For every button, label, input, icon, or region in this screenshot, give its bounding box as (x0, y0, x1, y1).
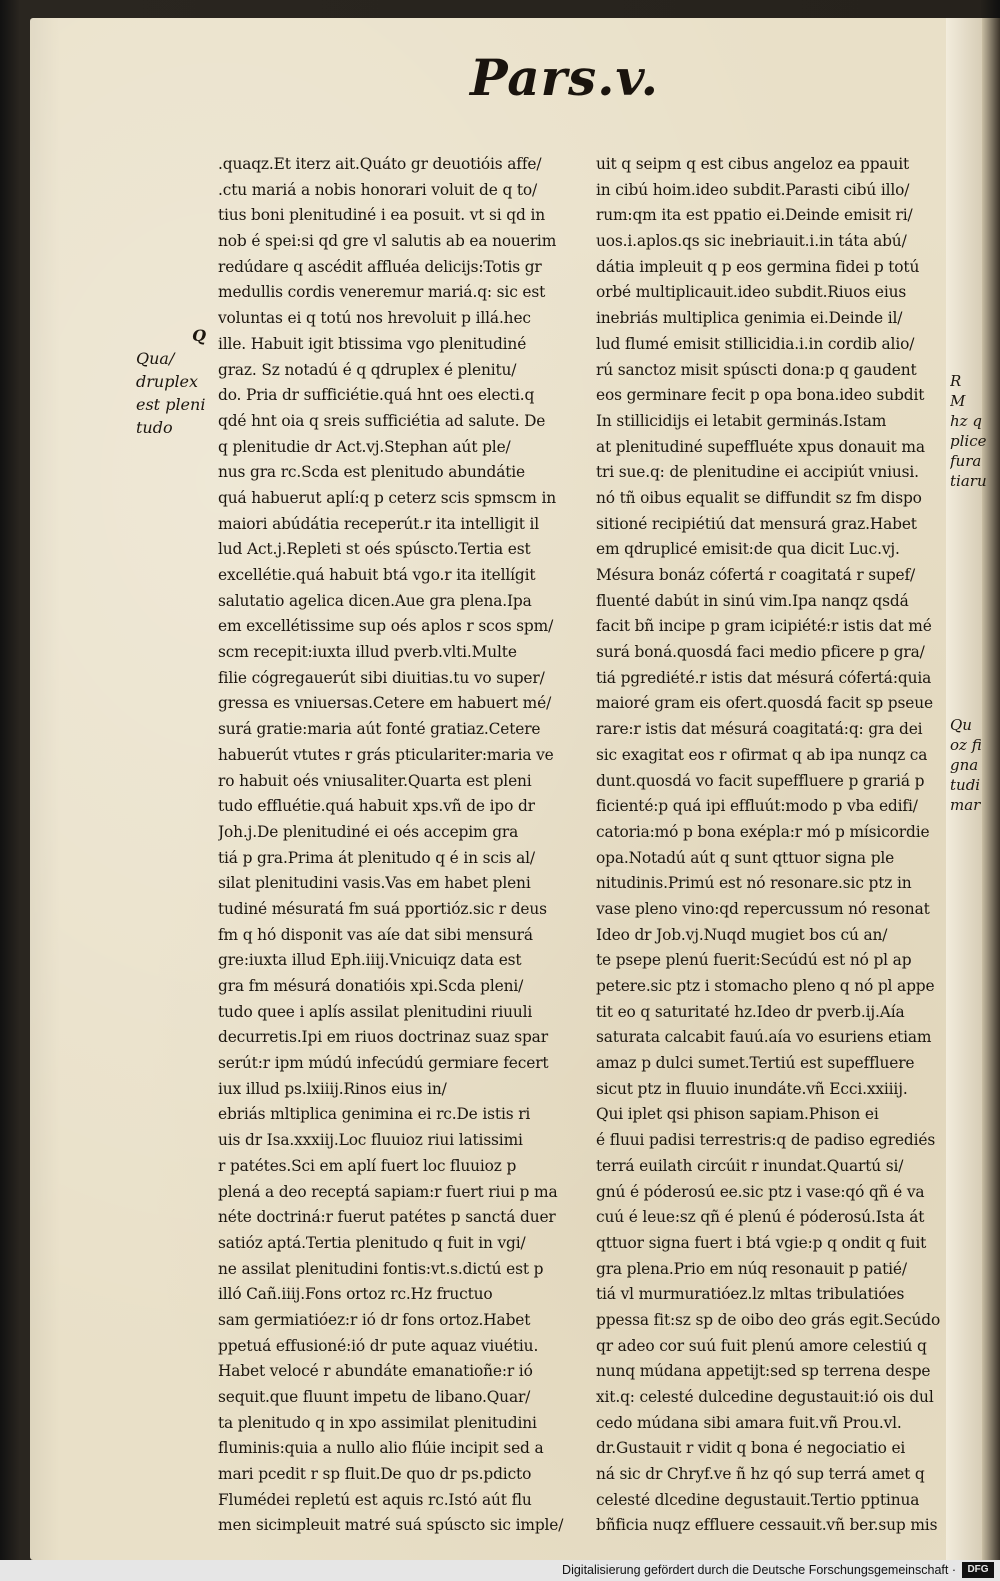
text-line: tit eo q saturitaté hz.Ideo dr pverb.ij.Aía (596, 1002, 905, 1021)
running-head: Pars.v. (470, 48, 659, 107)
text-column-left (218, 152, 570, 1539)
text-line: petere.sic ptz i stomacho pleno q nó pl appe (596, 977, 935, 995)
text-line: habuerút vtutes r grás pticulariter:maria ve (218, 745, 554, 764)
text-line: salutatio agelica dicen.Aue gra plena.Ipa (218, 591, 532, 610)
text-line: fluminis:quia a nullo alio flúie incipit sed a (218, 1439, 544, 1458)
text-line: ná sic dr Chryf.ve ñ hz qó sup terrá amet q (596, 1465, 925, 1484)
text-line: dunt.quosdá vo facit supeffluere p grariá p (596, 771, 925, 790)
gutter-note-line: mar (950, 796, 981, 814)
text-line: te psepe plenú fuerit:Secúdú est nó pl ap (596, 951, 912, 970)
text-line: nitudinis.Primú est nó resonare.sic ptz in (596, 874, 912, 893)
text-line: surá gratie:maria aút fonté gratiaz.Cetere (218, 720, 541, 739)
text-line: nunq múdana appetijt:sed sp terrena despe (596, 1362, 931, 1381)
text-line: qttuor signa fuert i btá vgie:p q ondit q fuit (596, 1233, 927, 1252)
text-line: sic exagitat eos r ofirmat q ab ipa nunqz ca (596, 745, 928, 764)
text-line: ppessa fit:sz sp de oibo deo grás egit.Secúdo (596, 1310, 941, 1329)
text-line: fm q hó disponit vas aíe dat sibi mensurá (218, 925, 533, 944)
dfg-logo: DFG (962, 1562, 994, 1578)
text-line: sequit.que fluunt impetu de libano.Quar/ (218, 1388, 531, 1406)
text-line: ille. Habuit igit btissima vgo plenitudiné (218, 334, 527, 353)
text-line: nus gra rc.Scda est plenitudo abundátie (218, 463, 525, 482)
text-line: do. Pria dr sufficiétie.quá hnt oes electi.q (218, 386, 535, 405)
text-line: inebriás multiplica genimia ei.Deinde il/ (596, 309, 903, 328)
text-line: silat plenitudini vasis.Vas em habet pleni (218, 874, 531, 893)
gutter-note-line: fura (950, 452, 982, 470)
text-line: dátia impleuit q p eos germina fidei p totú (596, 257, 920, 276)
text-line: Flumédei repletú est aquis rc.Istó aút flu (218, 1490, 532, 1509)
text-line: ta plenitudo q in xpo assimilat plenitudini (218, 1413, 537, 1432)
text-line: Habet velocé r abundáte emanatioñe:r ió (218, 1362, 533, 1381)
text-line: excellétie.quá habuit btá vgo.r ita itellígit (218, 566, 536, 584)
text-line: In stillicidijs ei letabit germinás.Istam (596, 411, 887, 430)
text-line: plená a deo receptá sapiam:r fuert riui p ma (218, 1182, 558, 1201)
text-line: tiá vl murmuratióez.lz mltas tribulatióes (596, 1285, 905, 1304)
text-line: Ideo dr Job.vj.Nuqd mugiet bos cú an/ (596, 925, 888, 944)
text-line: men sicimpleuit matré suá spúscto sic imple/ (218, 1516, 564, 1535)
text-line: nob é spei:si qd gre vl salutis ab ea nouerim (218, 232, 557, 251)
text-line: ppetuá effusioné:ió dr pute aquaz viuétiu. (218, 1336, 539, 1355)
text-line: scm recepit:iuxta illud pverb.vlti.Multe (218, 643, 517, 662)
margin-note-line: druplex (136, 372, 199, 391)
text-line: tiá p gra.Prima át plenitudo q é in scis al/ (218, 848, 535, 867)
text-line: em excellétissime sup oés aplos r scos spm/ (218, 617, 554, 636)
footer-bar (0, 1560, 1000, 1581)
text-line: fluenté dabút in sinú vim.Ipa nanqz qsdá (596, 591, 909, 610)
text-line: satióz aptá.Tertia plenitudo q fuit in vgi/ (218, 1233, 526, 1252)
text-line: in cibú hoim.ideo subdit.Parasti cibú illo/ (596, 180, 910, 199)
text-line: vase pleno vino:qd repercussum nó resonat (596, 899, 930, 918)
text-line: sitioné recipiétiú dat mensurá graz.Habet (596, 514, 917, 533)
margin-note-left (136, 324, 206, 439)
text-line: xit.q: celesté dulcedine degustauit:ió ois dul (596, 1388, 934, 1406)
text-line: serút:r ipm múdú infecúdú germiare fecert (218, 1054, 549, 1073)
text-line: r patétes.Sci em aplí fuert loc fluuioz p (218, 1156, 517, 1175)
footer-credit: Digitalisierung gefördert durch die Deutsche Forschungsgemeinschaft · (562, 1563, 956, 1577)
text-line: Qui iplet qsi phison sapiam.Phison ei (596, 1105, 879, 1124)
text-line: cuú é leue:sz qñ é plenú é póderosú.Ista át (596, 1208, 925, 1227)
text-line: lud Act.j.Repleti st oés spúscto.Tertia est (218, 540, 531, 559)
text-line: catoria:mó p bona exépla:r mó p mísicordie (596, 822, 930, 841)
margin-note-line: tudo (136, 418, 173, 437)
text-line: Joh.j.De plenitudiné ei oés accepim gra (218, 822, 519, 841)
text-line: qr adeo cor suú fuit plenú amore celestiú q (596, 1336, 927, 1355)
text-line: opa.Notadú aút q sunt qttuor signa ple (596, 848, 895, 867)
text-line: gnú é póderosú ee.sic ptz i vase:qó qñ é va (596, 1182, 925, 1201)
gutter-note-line: M (950, 392, 966, 410)
text-line: surá boná.quosdá faci medio pficere p gra/ (596, 643, 925, 662)
text-line: rum:qm ita est ppatio ei.Deinde emisit ri/ (596, 206, 913, 225)
text-line: .quaqz.Et iterz ait.Quáto gr deuotióis affe/ (218, 155, 542, 173)
text-line: filie cógregauerút sibi diuitias.tu vo super/ (218, 668, 545, 687)
gutter-note-line: tudi (950, 776, 981, 794)
margin-note-line: Qua/ (136, 349, 175, 368)
text-line: tri sue.q: de plenitudine ei accipiút vniusi. (596, 463, 919, 482)
text-line: néte doctriná:r fuerut patétes p sanctá duer (218, 1208, 556, 1227)
text-line: mari pcedit r sp fluit.De quo dr ps.pdicto (218, 1465, 532, 1484)
text-line: tiá pgrediété.r istis dat mésurá cófertá:quia (596, 668, 932, 687)
text-line: ebriás mltiplica genimina ei rc.De istis ri (218, 1105, 531, 1124)
text-line: sam germiatióez:r ió dr fons ortoz.Habet (218, 1310, 531, 1329)
text-line: uit q seipm q est cibus angeloz ea ppauit (596, 155, 910, 173)
text-line: uis dr Isa.xxxiij.Loc fluuioz riui latissimi (218, 1131, 523, 1150)
text-line: lud flumé emisit stillicidia.i.in cordib alio/ (596, 334, 915, 353)
text-line: ne assilat plenitudini fontis:vt.s.dictú est p (218, 1259, 544, 1278)
margin-note-line: Q (192, 326, 206, 345)
text-line: facit bñ incipe p gram icipiété:r istis dat mé (596, 617, 932, 636)
text-line: Mésura bonáz cófertá r coagitatá r supef/ (596, 566, 916, 584)
text-line: voluntas ei q totú nos hrevoluit p illá.hec (218, 309, 531, 328)
text-line: graz. Sz notadú é q qdruplex é plenitu/ (218, 360, 517, 379)
text-line: .ctu mariá a nobis honorari voluit de q to/ (218, 180, 538, 199)
text-line: sicut ptz in fluuio inundáte.vñ Ecci.xxiiij. (596, 1079, 908, 1098)
text-line: rare:r istis dat mésurá coagitatá:q: gra dei (596, 720, 923, 739)
text-line: gre:iuxta illud Eph.iiij.Vnicuiqz data est (218, 951, 522, 970)
text-line: illó Cañ.iiij.Fons ortoz rc.Hz fructuo (218, 1285, 493, 1304)
gutter-note-line: plice (950, 432, 987, 450)
text-line: gra plena.Prio em núq resonauit p patié/ (596, 1259, 907, 1278)
text-line: gressa es vniuersas.Cetere em habuert mé/ (218, 694, 552, 713)
text-line: tius boni plenitudiné i ea posuit. vt si qd in (218, 206, 545, 225)
text-line: celesté dlcedine degustauit.Tertio pptinua (596, 1490, 920, 1509)
text-line: q plenitudie dr Act.vj.Stephan aút ple/ (218, 437, 511, 456)
gutter-note-line: gna (950, 756, 979, 774)
gutter-notes-bottom (950, 715, 994, 815)
gutter-note-line: R (950, 372, 962, 390)
text-line: medullis cordis veneremur mariá.q: sic est (218, 283, 546, 302)
text-line: amaz p dulci sumet.Tertiú est supeffluere (596, 1054, 915, 1073)
gutter-note-line: oz fi (950, 736, 982, 754)
text-line: gra fm mésurá donatióis xpi.Scda pleni/ (218, 977, 524, 995)
text-line: ro habuit oés vniusaliter.Quarta est pleni (218, 771, 532, 790)
text-line: bñficia nuqz effluere cessauit.vñ ber.sup mis (596, 1516, 938, 1535)
text-line: quá habuerut aplí:q p ceterz scis spmscm in (218, 488, 557, 507)
text-line: iux illud ps.lxiiij.Rinos eius in/ (218, 1079, 447, 1098)
text-line: nó tñ oibus equalit se diffundit sz fm dispo (596, 488, 922, 507)
text-line: at plenitudiné supeffluéte xpus donauit ma (596, 437, 925, 456)
text-line: tudo quee i aplís assilat plenitudini riuuli (218, 1002, 533, 1021)
text-line: maiori abúdátia receperút.r ita intelligit il (218, 514, 540, 533)
gutter-note-line: tiaru (950, 472, 987, 490)
gutter-notes-top (950, 371, 994, 491)
text-line: uos.i.aplos.qs sic inebriauit.i.in táta abú/ (596, 232, 907, 251)
text-line: tudo effluétie.quá habuit xps.vñ de ipo dr (218, 797, 535, 816)
text-line: maioré gram eis ofert.quosdá facit sp pseue (596, 694, 933, 713)
text-line: eos germinare fecit p opa bona.ideo subdit (596, 386, 925, 405)
text-line: decurretis.Ipi em riuos doctrinaz suaz spar (218, 1028, 548, 1047)
text-line: tudiné mésuratá fm suá pportióz.sic r deus (218, 899, 547, 918)
text-line: saturata calcabit fauú.aía vo esuriens etiam (596, 1028, 932, 1047)
text-line: em qdruplicé emisit:de qua dicit Luc.vj. (596, 540, 900, 559)
margin-note-line: est pleni (136, 395, 206, 414)
text-line: redúdare q ascédit affluéa delicijs:Totis gr (218, 257, 542, 276)
text-line: qdé hnt oia q sreis sufficiétia ad salute. De (218, 411, 546, 430)
text-line: cedo múdana sibi amara fuit.vñ Prou.vl. (596, 1413, 902, 1432)
text-line: dr.Gustauit r vidit q bona é negociatio ei (596, 1439, 906, 1458)
text-line: orbé multiplicauit.ideo subdit.Riuos eius (596, 283, 907, 302)
text-line: terrá euilath circúit r inundat.Quartú si/ (596, 1156, 904, 1175)
gutter-note-line: Qu (950, 716, 972, 734)
text-line: rú sanctoz misit spúscti dona:p q gaudent (596, 360, 917, 379)
text-column-right (596, 152, 946, 1539)
text-line: é fluui padisi terrestris:q de padiso egrediés (596, 1131, 936, 1150)
gutter-note-line: hz q (950, 412, 982, 430)
text-line: ficienté:p quá ipi effluút:modo p vba edifi/ (596, 797, 918, 816)
